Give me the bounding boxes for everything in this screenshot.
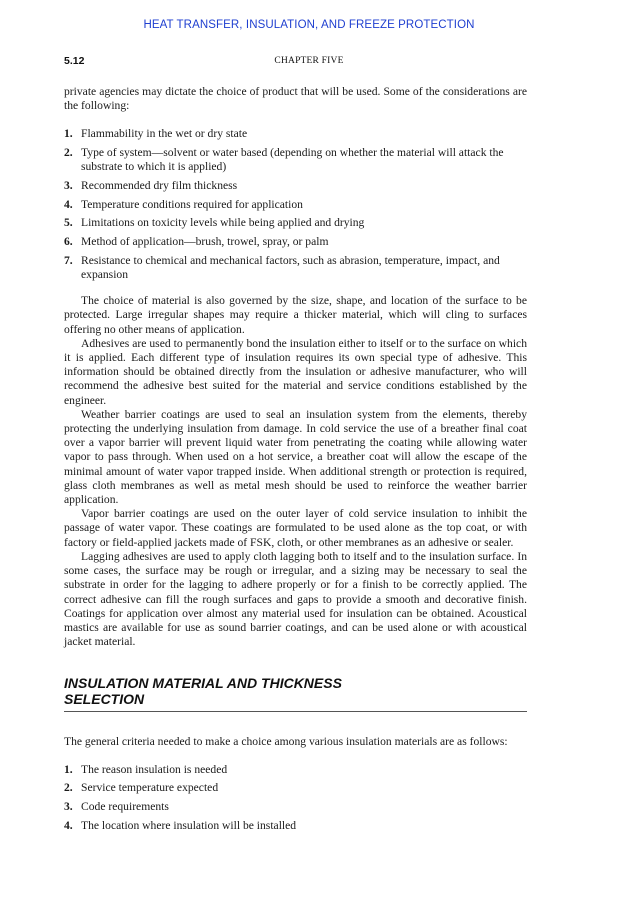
running-head-title: HEAT TRANSFER, INSULATION, AND FREEZE PROTECTION — [143, 19, 475, 31]
section-heading-line-2: SELECTION — [64, 691, 145, 708]
list-item-number: 6. — [64, 235, 73, 249]
list-item-text: Recommended dry film thickness — [81, 179, 238, 193]
body-paragraph-vapor-barrier: Vapor barrier coatings are used on the outer layer of cold service insulation to inhibit the passage of water vapor. These coatings are formulated to be used alone as the top coat, or with factory or field-applied jackets made of FSK, cloth, or other membranes as an adhesive or sealer. — [64, 507, 527, 549]
list-item-number: 3. — [64, 179, 73, 193]
chapter-label: CHAPTER FIVE — [274, 56, 344, 66]
section-intro-paragraph: The general criteria needed to make a choice among various insulation materials are as follows: — [64, 735, 508, 749]
list-item-text: Limitations on toxicity levels while being applied and drying — [81, 216, 365, 230]
list-item-text: Method of application—brush, trowel, spray, or palm — [81, 235, 329, 249]
criteria-list — [64, 763, 527, 833]
list-item — [64, 800, 527, 814]
body-paragraph-lagging-adhesives: Lagging adhesives are used to apply cloth lagging both to itself and to the insulation surface. In some cases, the surface may be rough or irregular, and a sizing may be necessary to seal the substrate in order for the lagging to adhere properly or for a finish to be correctly applied. The correct adhesive can fill the rough surfaces and gaps to provide a smooth and decorative finish. Coatings for application over almost any material used for insulation can be obtained. Acoustical mastics are available for use as sound barrier coatings, and can be used alone or with acoustical jacket material. — [64, 549, 527, 649]
list-item-text: Resistance to chemical and mechanical factors, such as abrasion, temperature, impact, and expansion — [81, 253, 500, 282]
list-item-text: Temperature conditions required for application — [81, 197, 303, 211]
list-item — [64, 819, 527, 833]
list-item-number: 2. — [64, 146, 73, 160]
list-item — [64, 763, 527, 777]
list-item-text: Service temperature expected — [81, 781, 219, 795]
page-body — [64, 85, 527, 833]
list-item-number: 3. — [64, 799, 73, 813]
list-item — [64, 179, 527, 193]
list-item-number: 1. — [64, 762, 73, 776]
body-paragraph-material-choice: The choice of material is also governed by the size, shape, and location of the surface to be protected. Large irregular shapes may require a thicker material, which will cling to surfaces offering no other means of application. — [64, 294, 527, 336]
list-item-number: 4. — [64, 818, 73, 832]
list-item-text: Type of system—solvent or water based (depending on whether the material will attack the substrate to which it is applied) — [81, 146, 504, 174]
list-item — [64, 146, 527, 174]
list-item-number: 1. — [64, 127, 73, 141]
list-item — [64, 235, 527, 249]
intro-paragraph: private agencies may dictate the choice of product that will be used. Some of the considerations are the following: — [64, 85, 527, 113]
list-item — [64, 127, 527, 141]
list-item-text: Code requirements — [81, 799, 169, 813]
list-item-text: The reason insulation is needed — [81, 762, 228, 776]
list-item — [64, 198, 527, 212]
list-item-number: 7. — [64, 253, 73, 267]
list-item — [64, 216, 527, 230]
section-heading — [64, 675, 527, 712]
list-item-number: 2. — [64, 781, 73, 795]
list-item-text: Flammability in the wet or dry state — [81, 127, 248, 141]
page-number: 5.12 — [64, 55, 85, 67]
list-item — [64, 254, 527, 282]
list-item-number: 4. — [64, 197, 73, 211]
section-heading-line-1: INSULATION MATERIAL AND THICKNESS — [64, 675, 342, 692]
body-paragraph-adhesives: Adhesives are used to permanently bond the insulation either to itself or to the surface on which it is applied. Each different type of insulation requires its own special type of adhesive. This information should be obtained directly from the insulation or adhesive manufacturer, who will recommend the adhesive best suited for the material and service conditions established by the engineer. — [64, 336, 527, 407]
list-item-text: The location where insulation will be installed — [81, 818, 297, 832]
list-item — [64, 781, 527, 795]
list-item-number: 5. — [64, 216, 73, 230]
body-paragraph-weather-barrier: Weather barrier coatings are used to seal an insulation system from the elements, thereby protecting the underlying insulation from damage. In cold service the use of a breather final coat over a vapor barrier will prevent liquid water from penetrating the coating while allowing water vapor to pass through. When used on a hot service, a breather coat will allow the escape of the minimal amount of water vapor trapped inside. When additional strength or protection is required, glass cloth membranes as well as metal mesh should be used to reinforce the weather barrier application. — [64, 407, 527, 507]
considerations-list — [64, 127, 527, 282]
